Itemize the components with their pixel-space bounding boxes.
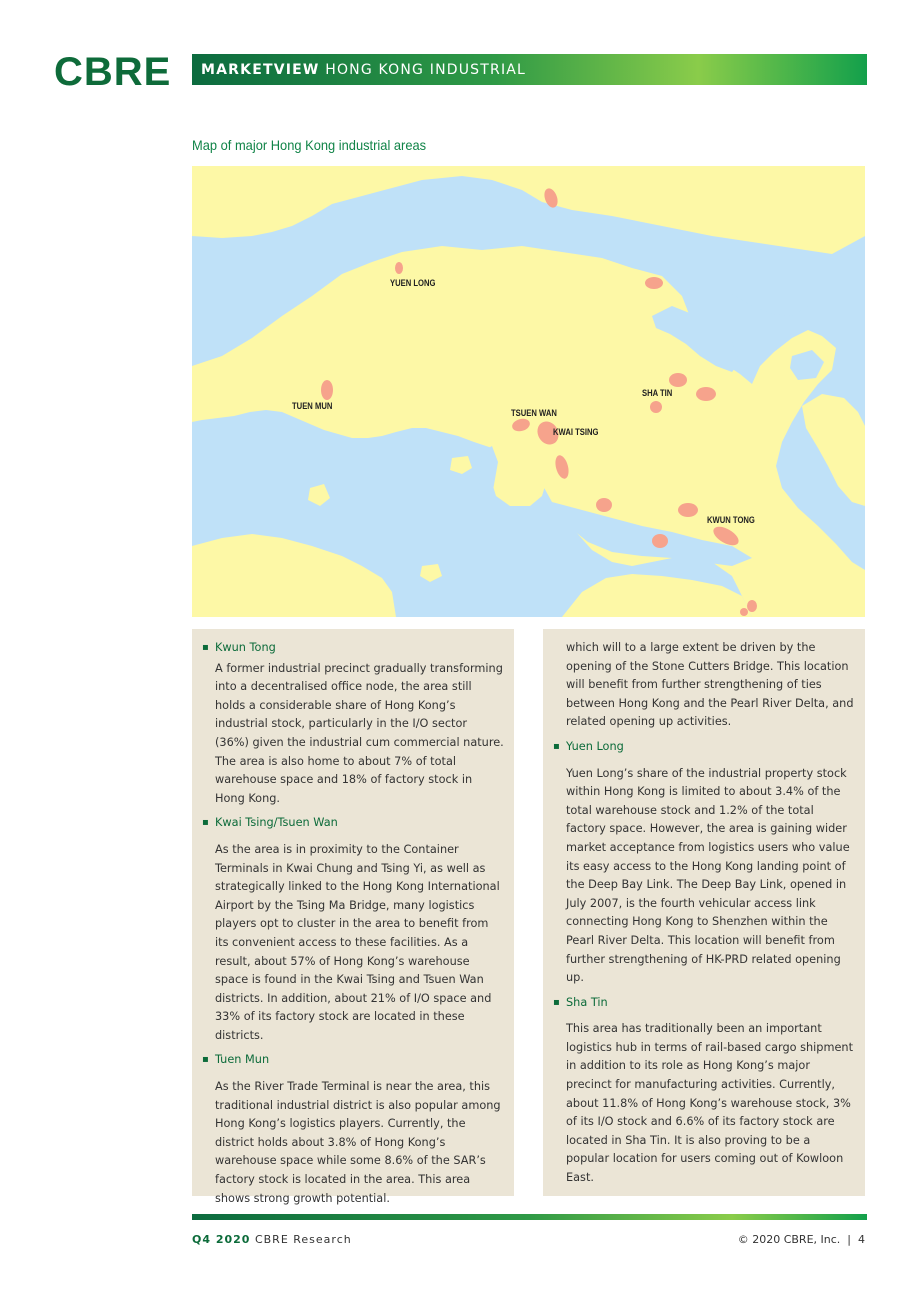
land-ma-wan	[450, 456, 472, 474]
map-label-yuen-long: YUEN LONG	[390, 278, 436, 288]
tuen-mun-text: As the River Trade Terminal is near the area, this traditional industrial district is also popular among Hong Kong’s logistics players. Currently, the district holds about 3.8% of Hong Kong’s warehouse space while some 8.6% of the SAR’s factory stock is located in the area. This area shows strong growth potential.	[215, 1080, 501, 1205]
map-label-sha-tin: SHA TIN	[642, 388, 673, 398]
district-chai-wan-2	[740, 608, 748, 616]
land-masses	[192, 166, 865, 617]
bullet-icon: ▪	[553, 740, 560, 752]
yuen-long-title: Yuen Long	[566, 739, 624, 753]
tuen-mun-heading	[202, 1051, 504, 1070]
page-number: 4	[858, 1233, 865, 1246]
district-sha-tin-1	[669, 373, 687, 387]
bullet-icon: ▪	[553, 996, 560, 1008]
header-section-bold: MARKETVIEW	[201, 62, 320, 78]
footer-research: CBRE Research	[254, 1233, 352, 1246]
kwai-tsing-title: Kwai Tsing/Tsuen Wan	[215, 816, 338, 830]
header-bar	[192, 54, 867, 85]
map-graphic	[192, 166, 865, 617]
continued-text: which will to a large extent be driven by the opening of the Stone Cutters Bridge. This location will benefit from further strengthening of ties between Hong Kong and the Pearl River Delta, and related opening up activities.	[566, 641, 854, 729]
kwun-tong-text: A former industrial precinct gradually transforming into a decentralised office node, the area still holds a considerable share of Hong Kong’s industrial stock, particularly in the I/O sector (36%) given the industrial cum commercial nature. The area is also home to about 7% of total warehouse space and 18% of factory stock in Hong Kong.	[215, 661, 504, 805]
land-sai-kung	[802, 394, 865, 506]
kwai-tsing-text: As the area is in proximity to the Container Terminals in Kwai Chung and Tsing Yi, as well as strategically linked to the Hong Kong International Airport by the Tsing Ma Bridge, many logistics players opt to cluster in the area to benefit from its convenient access to these facilities. As a result, about 57% of Hong Kong’s warehouse space is found in the Kwai Tsing and Tsuen Wan districts. In addition, about 21% of I/O space and 33% of its factory stock are located in these districts.	[215, 842, 500, 1042]
district-cheung-sha-wan	[596, 498, 612, 512]
footer-separator: |	[847, 1233, 851, 1246]
cbre-logo: CBRE	[54, 50, 172, 94]
header-section-name: HONG KONG INDUSTRIAL	[325, 62, 527, 78]
tuen-mun-title: Tuen Mun	[215, 1053, 270, 1067]
bullet-icon: ▪	[202, 642, 209, 653]
kwai-tsing-heading	[202, 814, 504, 833]
inner-bay	[712, 256, 812, 316]
district-to-kwa-wan	[652, 534, 668, 548]
district-chai-wan	[747, 600, 757, 612]
district-tuen-mun	[321, 380, 333, 400]
district-sha-tin-2	[696, 387, 716, 401]
header-title	[201, 62, 526, 78]
land-north	[192, 166, 865, 254]
footer-copyright: © 2020 CBRE, Inc.	[737, 1233, 841, 1246]
map-label-tsuen-wan: TSUEN WAN	[511, 408, 557, 418]
bullet-icon: ▪	[202, 817, 209, 829]
yuen-long-text: Yuen Long’s share of the industrial property stock within Hong Kong is limited to about 3.4% of the total warehouse stock and 1.2% of the total factory space. However, the area is gaining wider market acceptance from logistics users who value its easy access to the Hong Kong landing point of the Deep Bay Link. The Deep Bay Link, opened in July 2007, is the fourth vehicular access link connecting Hong Kong to Shenzhen within the Pearl River Delta. This location will benefit from further strengthening of HK-PRD related opening up.	[566, 766, 850, 985]
land-islet-west	[308, 484, 330, 506]
right-text-column	[543, 629, 865, 1196]
district-fanling	[645, 277, 663, 289]
sha-tin-text: This area has traditionally been an important logistics hub in terms of rail-based cargo shipment in addition to its role as Hong Kong’s major precinct for manufacturing activities. Currently, about 11.8% of Hong Kong’s warehouse stock, 3% of its I/O stock and 6.6% of its factory stock are located in Sha Tin. It is also proving to be a popular location for users coming out of Kowloon East.	[566, 1022, 854, 1185]
district-sha-tin-3	[650, 401, 662, 413]
sha-tin-heading	[553, 994, 855, 1013]
bullet-icon: ▪	[202, 1054, 209, 1066]
map-label-kwai-tsing: KWAI TSING	[553, 427, 599, 437]
map-label-kwun-tong: KWUN TONG	[707, 515, 755, 525]
hong-kong-map	[192, 166, 865, 617]
sha-tin-title: Sha Tin	[566, 995, 608, 1009]
left-text-column	[192, 629, 514, 1205]
district-kowloon-bay	[678, 503, 698, 517]
kwun-tong-title: Kwun Tong	[215, 641, 276, 654]
land-lantau	[192, 534, 396, 617]
footer-bar	[192, 1214, 867, 1220]
map-label-tuen-mun: TUEN MUN	[292, 401, 333, 411]
footer-quarter: Q4 2020	[192, 1233, 251, 1246]
footer-left	[192, 1233, 352, 1246]
land-hk-island	[562, 574, 752, 617]
yuen-long-heading	[553, 738, 855, 757]
kwun-tong-heading	[202, 639, 504, 658]
district-yuen-long	[395, 262, 403, 274]
land-islet-south	[420, 564, 442, 582]
footer-right	[738, 1233, 865, 1246]
land-tsing-yi	[490, 444, 548, 506]
rambler-channel	[478, 446, 498, 508]
map-title: Map of major Hong Kong industrial areas	[192, 137, 427, 153]
